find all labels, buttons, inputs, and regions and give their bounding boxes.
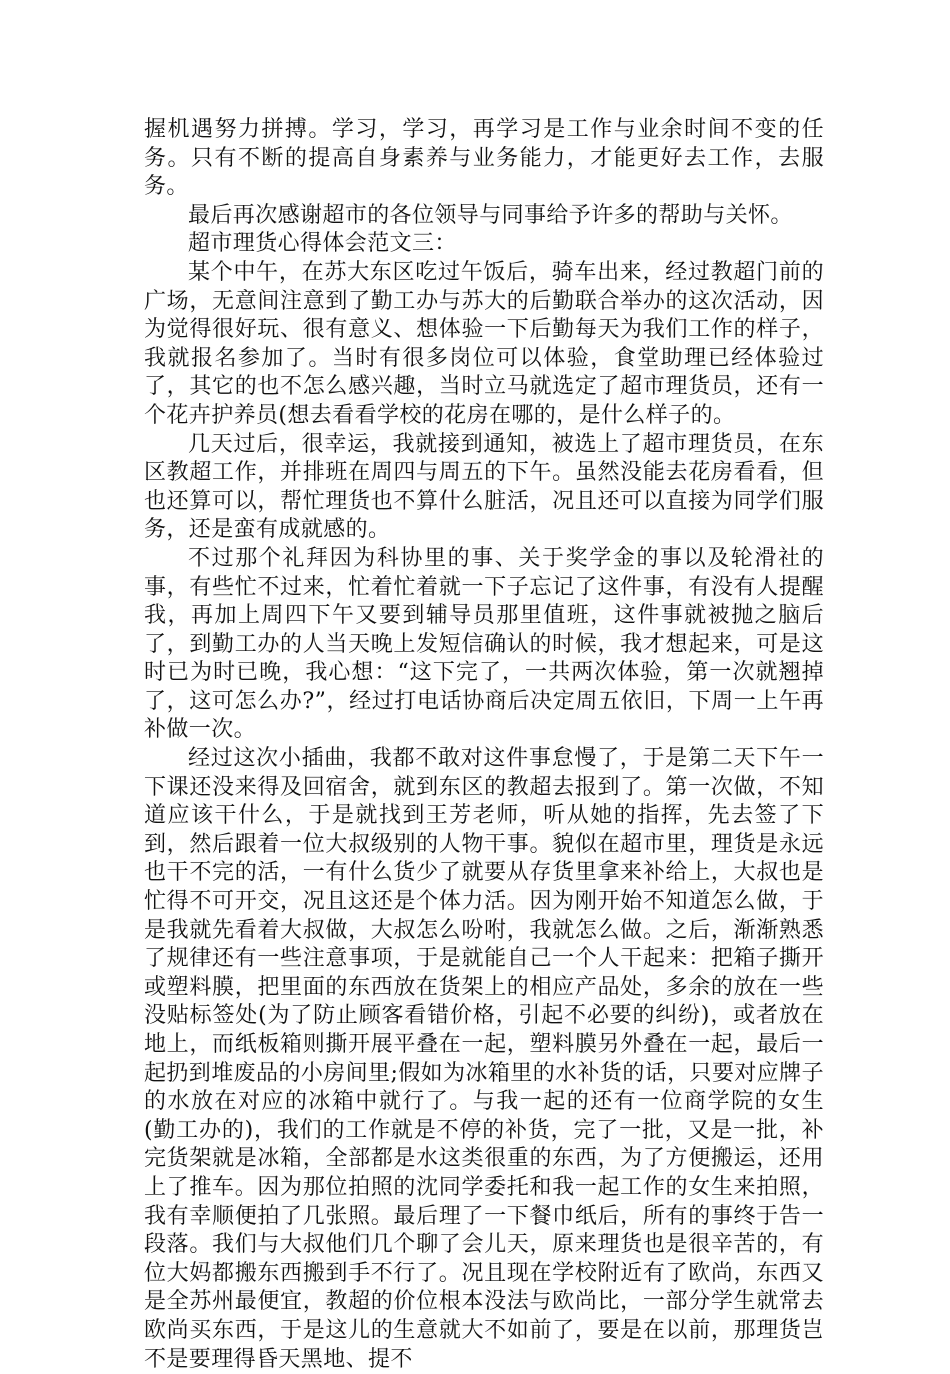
paragraph-forgot: 不过那个礼拜因为科协里的事、关于奖学金的事以及轮滑社的事，有些忙不过来，忙着忙着就一下子忘记了这件事，有没有人提醒我，再加上周四下午又要到辅导员那里值班，这件事就被抛之脑后了，到勤工办的人当天晚上发短信确认的时候，我才想起来，可是这时已为时已晚，我心想：“这下完了，一共两次体验，第一次就翘掉了，这可怎么办?”，经过打电话协商后决定周五依旧，下周一上午再补做一次。 <box>144 545 824 743</box>
paragraph-thanks: 最后再次感谢超市的各位领导与同事给予许多的帮助与关怀。 <box>188 202 793 228</box>
paragraph-intro-continuation: 握机遇努力拼搏。学习，学习，再学习是工作与业余时间不变的任务。只有不断的提高自身素养与业务能力，才能更好去工作，去服务。 <box>144 117 824 200</box>
section-heading: 超市理货心得体会范文三： <box>188 231 457 257</box>
paragraph-selected: 几天过后，很幸运，我就接到通知，被选上了超市理货员，在东区教超工作，并排班在周四与周五的下午。虽然没能去花房看看，但也还算可以，帮忙理货也不算什么脏活，况且还可以直接为同学们服务，还是蛮有成就感的。 <box>144 431 824 543</box>
paragraph-signup: 某个中午，在苏大东区吃过午饭后，骑车出来，经过教超门前的广场，无意间注意到了勤工办与苏大的后勤联合举办的这次活动，因为觉得很好玩、很有意义、想体验一下后勤每天为我们工作的样子，我就报名参加了。当时有很多岗位可以体验，食堂助理已经体验过了，其它的也不怎么感兴趣，当时立马就选定了超市理货员，还有一个花卉护养员(想去看看学校的花房在哪的，是什么样子的。 <box>144 259 824 428</box>
body-text <box>144 116 824 1374</box>
paragraph-work-experience: 经过这次小插曲，我都不敢对这件事怠慢了，于是第二天下午一下课还没来得及回宿舍，就到东区的教超去报到了。第一次做，不知道应该干什么，于是就找到王芳老师，听从她的指挥，先去签了下到，然后跟着一位大叔级别的人物干事。貌似在超市里，理货是永远也干不完的活，一有什么货少了就要从存货里拿来补给上，大叔也是忙得不可开交，况且这还是个体力活。因为刚开始不知道怎么做，于是我就先看着大叔做，大叔怎么吩咐，我就怎么做。之后，渐渐熟悉了规律还有一些注意事项，于是就能自己一个人干起来：把箱子撕开或塑料膜，把里面的东西放在货架上的相应产品处，多余的放在一些没贴标签处(为了防止顾客看错价格，引起不必要的纠纷)，或者放在地上，而纸板箱则撕开展平叠在一起，塑料膜另外叠在一起，最后一起扔到堆废品的小房间里;假如为冰箱里的水补货的话，只要对应牌子的水放在对应的冰箱中就行了。与我一起的还有一位商学院的女生(勤工办的)，我们的工作就是不停的补货，完了一批，又是一批，补完货架就是冰箱，全部都是水这类很重的东西，为了方便搬运，还用上了推车。因为那位拍照的沈同学委托和我一起工作的女生来拍照，我有幸顺便拍了几张照。最后理了一下餐巾纸后，所有的事终于告一段落。我们与大叔他们几个聊了会儿天，原来理货也是很辛苦的，有位大妈都搬东西搬到手不行了。况且现在学校附近有了欧尚，东西又是全苏州最便宜，教超的价位根本没法与欧尚比，一部分学生就常去欧尚买东西，于是这儿的生意就大不如前了，要是在以前，那理货岂不是要理得昏天黑地、提不 <box>144 746 824 1372</box>
